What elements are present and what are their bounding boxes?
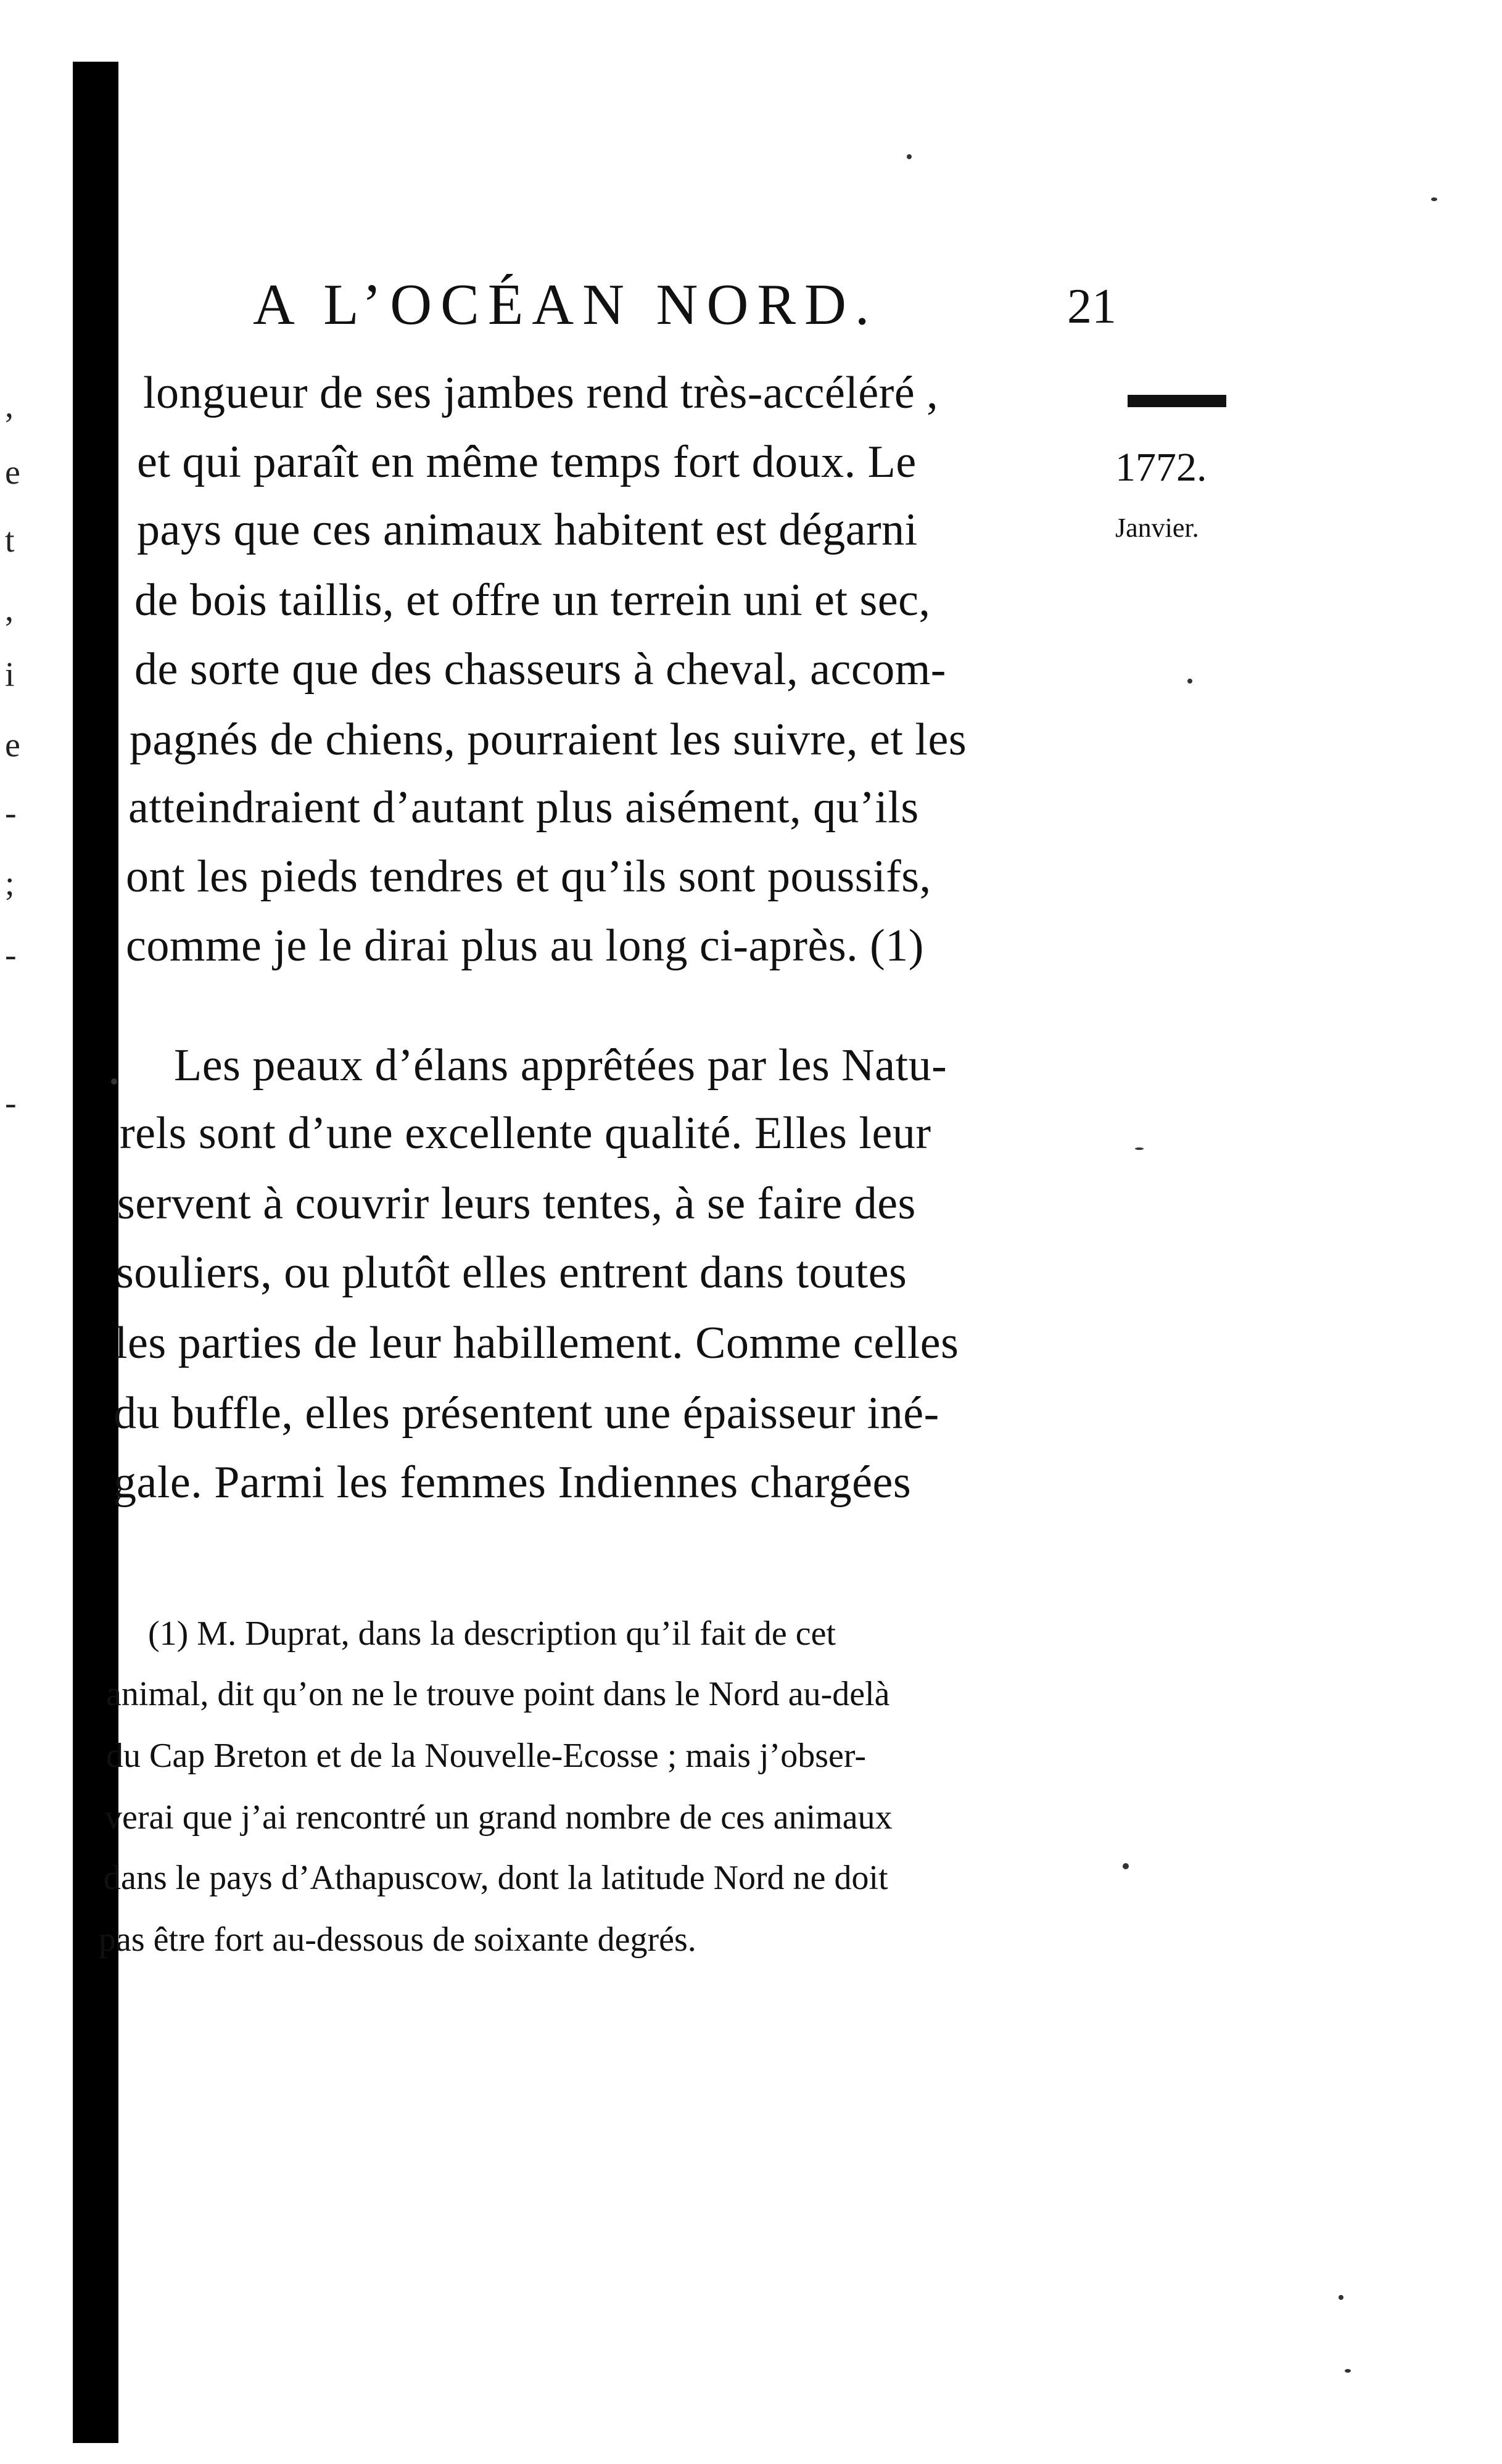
scan-speck <box>1135 1147 1144 1150</box>
text-line: souliers, ou plutôt elles entrent dans toutes <box>116 1247 907 1298</box>
gutter-char: - <box>5 936 17 974</box>
gutter-char: t <box>5 521 15 560</box>
footnote-line: pas être fort au-dessous de soixante degrés. <box>99 1920 696 1959</box>
text-line: pagnés de chiens, pourraient les suivre, et les <box>130 714 967 765</box>
scan-speck <box>1345 2369 1351 2373</box>
text-line: de bois taillis, et offre un terrein uni et sec, <box>134 575 931 626</box>
running-header <box>253 271 1116 345</box>
scan-speck <box>1187 679 1192 684</box>
footnote-line: dans le pays d’Athapuscow, dont la latitude Nord ne doit <box>104 1859 888 1897</box>
margin-month: Janvier. <box>1115 513 1199 543</box>
footnote-line: verai que j’ai rencontré un grand nombre de ces animaux <box>105 1798 893 1837</box>
text-line: longueur de ses jambes rend très-accéléré , <box>143 368 939 418</box>
scan-speck <box>1339 2295 1343 2300</box>
footnote-line: (1) M. Duprat, dans la description qu’il fait de cet <box>148 1614 836 1653</box>
binding-edge <box>73 62 118 2443</box>
text-line: ont les pieds tendres et qu’ils sont poussifs, <box>126 851 931 902</box>
text-line: gale. Parmi les femmes Indiennes chargées <box>113 1457 912 1508</box>
margin-rule <box>1128 395 1226 407</box>
text-line: les parties de leur habillement. Comme celles <box>115 1318 959 1368</box>
gutter-char: - <box>5 1084 17 1122</box>
text-line: comme je le dirai plus au long ci-après. (1) <box>126 920 924 971</box>
margin-year: 1772. <box>1115 445 1207 490</box>
gutter-char: - <box>5 794 17 832</box>
scan-speck <box>1123 1863 1129 1869</box>
text-line: de sorte que des chasseurs à cheval, accom- <box>134 644 946 695</box>
text-line: du buffle, elles présentent une épaisseur iné- <box>113 1388 939 1439</box>
scan-speck <box>1431 197 1437 201</box>
footnote-line: du Cap Breton et de la Nouvelle-Ecosse ; mais j’obser- <box>106 1737 867 1775</box>
gutter-char: e <box>5 726 20 764</box>
gutter-char: , <box>5 387 14 425</box>
scan-speck <box>907 154 912 159</box>
text-line: servent à couvrir leurs tentes, à se faire des <box>117 1178 916 1229</box>
text-line: rels sont d’une excellente qualité. Elles leur <box>120 1108 931 1159</box>
gutter-char: e <box>5 453 20 492</box>
page-title: A L’OCÉAN NORD. <box>253 273 878 337</box>
paragraph-first-line: Les peaux d’élans apprêtées par les Natu- <box>174 1040 947 1091</box>
text-line: pays que ces animaux habitent est dégarni <box>137 505 918 555</box>
text-line: atteindraient d’autant plus aisément, qu’ils <box>128 782 919 833</box>
gutter-char: ; <box>5 864 15 903</box>
footnote-line: animal, dit qu’on ne le trouve point dans le Nord au-delà <box>106 1675 890 1713</box>
gutter-char: , <box>5 590 14 629</box>
text-line: et qui paraît en même temps fort doux. Le <box>137 437 917 487</box>
scan-speck <box>111 1078 117 1085</box>
page-number: 21 <box>1067 279 1116 334</box>
gutter-char: i <box>5 656 15 694</box>
